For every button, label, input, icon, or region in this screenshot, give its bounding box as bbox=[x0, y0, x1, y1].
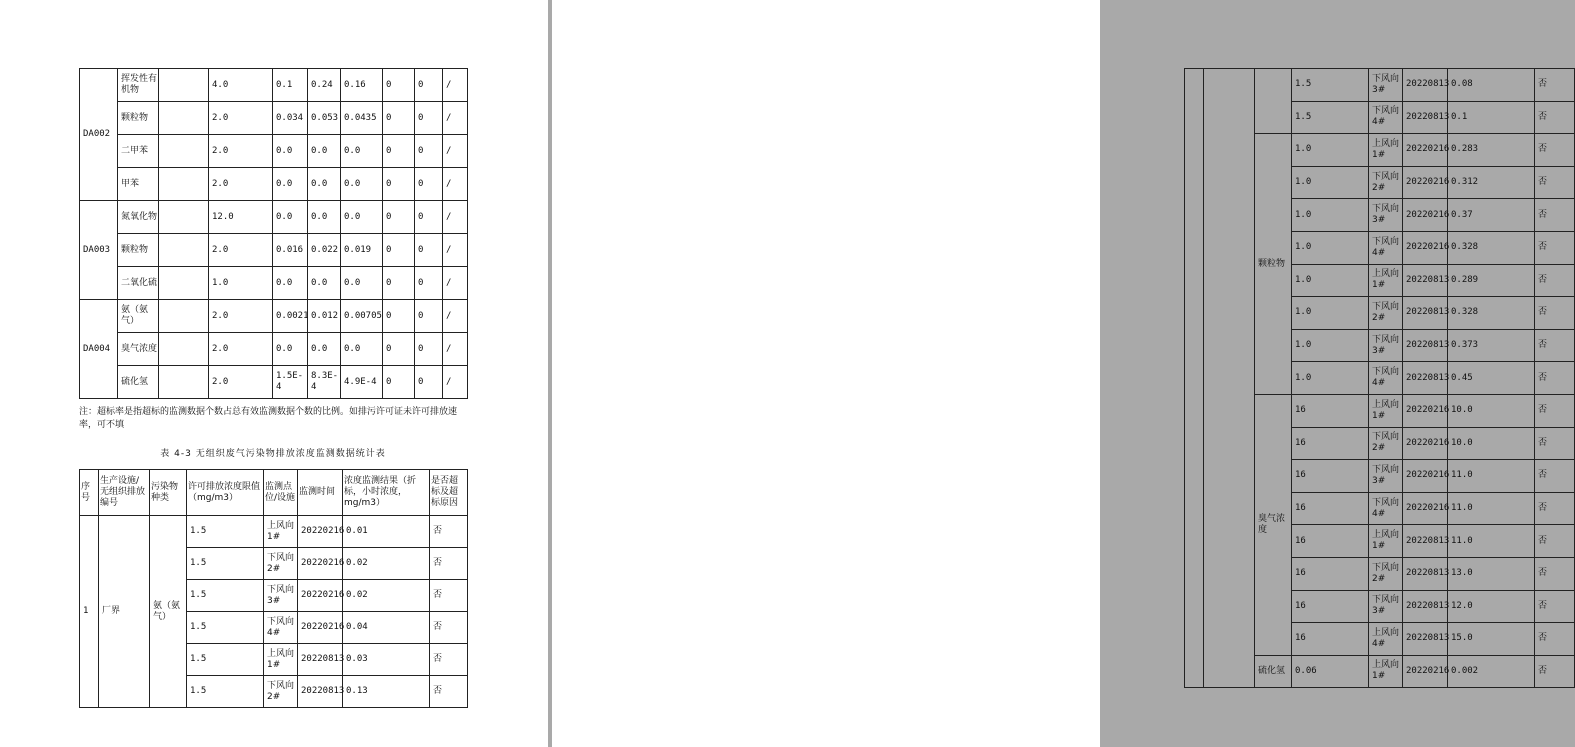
table-cell: 0.022 bbox=[308, 234, 341, 267]
table-cell: 0 bbox=[415, 168, 443, 201]
outlet-id-cell: DA002 bbox=[80, 69, 118, 201]
table-cell: 0 bbox=[415, 135, 443, 168]
organized-emissions-table bbox=[79, 68, 468, 399]
table-row bbox=[80, 234, 468, 267]
table-cell: 1.0 bbox=[1292, 329, 1369, 362]
column-header: 监测时间 bbox=[298, 470, 343, 516]
table-cell: 0 bbox=[415, 366, 443, 399]
table-cell: 1.0 bbox=[1292, 134, 1369, 167]
table-row bbox=[80, 300, 468, 333]
table-cell: 0 bbox=[415, 234, 443, 267]
table-row bbox=[1185, 69, 1575, 102]
table-cell: 0.012 bbox=[308, 300, 341, 333]
table-cell: / bbox=[443, 102, 468, 135]
outlet-id-cell: DA004 bbox=[80, 300, 118, 399]
table-cell: 0.02 bbox=[343, 580, 430, 612]
table-cell: 0.0 bbox=[341, 168, 383, 201]
table-cell: 0 bbox=[383, 333, 415, 366]
table-cell: 0.0 bbox=[273, 201, 308, 234]
table-cell: 10.0 bbox=[1448, 394, 1535, 427]
table-cell bbox=[159, 168, 209, 201]
table-row bbox=[80, 267, 468, 300]
table-cell: 0.0 bbox=[341, 267, 383, 300]
table-cell: 0.312 bbox=[1448, 166, 1535, 199]
column-header: 监测点位/设施 bbox=[264, 470, 298, 516]
table-cell: 0.0 bbox=[273, 168, 308, 201]
table-cell: 0.0 bbox=[308, 135, 341, 168]
table-cell: 0.0435 bbox=[341, 102, 383, 135]
table-cell: 下风向4# bbox=[1369, 362, 1403, 395]
table-cell: 0 bbox=[415, 201, 443, 234]
table-cell: 2.0 bbox=[209, 366, 273, 399]
table-cell: 20220813 bbox=[1403, 329, 1448, 362]
table-cell: 0 bbox=[383, 300, 415, 333]
table-row bbox=[80, 102, 468, 135]
table-cell: 下风向4# bbox=[1369, 231, 1403, 264]
table-cell: 1.5 bbox=[187, 612, 264, 644]
table-cell: 0.1 bbox=[273, 69, 308, 102]
table-cell: 20220216 bbox=[1403, 460, 1448, 493]
table-cell: 20220813 bbox=[1403, 590, 1448, 623]
table-cell: 11.0 bbox=[1448, 460, 1535, 493]
table-cell: 下风向3# bbox=[1369, 329, 1403, 362]
table-cell: 否 bbox=[1535, 427, 1575, 460]
table-cell: 0.328 bbox=[1448, 297, 1535, 330]
table-cell: 1.0 bbox=[1292, 231, 1369, 264]
table-cell: 1.0 bbox=[1292, 166, 1369, 199]
pollutant-cell: 硫化氢 bbox=[1255, 655, 1292, 688]
table-cell: 上风向1# bbox=[1369, 525, 1403, 558]
table-cell: 1.5 bbox=[1292, 101, 1369, 134]
table-cell: 0.16 bbox=[341, 69, 383, 102]
table-cell: 2.0 bbox=[209, 135, 273, 168]
table-cell: 0.0 bbox=[341, 333, 383, 366]
document-page-right bbox=[552, 0, 1548, 747]
pollutant-cell: 氨（氨气） bbox=[150, 516, 187, 708]
table-cell: 否 bbox=[1535, 460, 1575, 493]
table-cell: 1.0 bbox=[1292, 264, 1369, 297]
table-cell: 否 bbox=[1535, 525, 1575, 558]
table-row bbox=[80, 168, 468, 201]
table-cell: 20220216 bbox=[1403, 492, 1448, 525]
table-cell: 16 bbox=[1292, 427, 1369, 460]
table-cell: 15.0 bbox=[1448, 623, 1535, 656]
table-cell: 0.0 bbox=[341, 201, 383, 234]
table-cell: 1.5 bbox=[187, 548, 264, 580]
table-cell bbox=[159, 234, 209, 267]
table-cell: 4.9E-4 bbox=[341, 366, 383, 399]
table-cell: 下风向3# bbox=[264, 580, 298, 612]
table-cell: / bbox=[443, 366, 468, 399]
table-cell: 2.0 bbox=[209, 300, 273, 333]
table-cell: 1.5 bbox=[187, 516, 264, 548]
table-cell: 氮氧化物 bbox=[118, 201, 159, 234]
table-cell: 下风向3# bbox=[1369, 69, 1403, 102]
table-cell: 12.0 bbox=[1448, 590, 1535, 623]
table-cell: 否 bbox=[1535, 231, 1575, 264]
table-cell: 1.5 bbox=[1292, 69, 1369, 102]
table-cell: 下风向2# bbox=[1369, 166, 1403, 199]
table-cell: 0.0 bbox=[273, 333, 308, 366]
table-cell: 1.5 bbox=[187, 644, 264, 676]
table-cell: 否 bbox=[1535, 492, 1575, 525]
table-cell: 20220813 bbox=[1403, 557, 1448, 590]
table-cell: 20220813 bbox=[1403, 623, 1448, 656]
table-cell: 0.37 bbox=[1448, 199, 1535, 232]
table-cell: 1.5 bbox=[187, 676, 264, 708]
table-cell: / bbox=[443, 201, 468, 234]
table-cell: 0 bbox=[383, 234, 415, 267]
table-cell: 0.002 bbox=[1448, 655, 1535, 688]
sequence-cell: 1 bbox=[80, 516, 99, 708]
column-header: 许可排放浓度限值（mg/m3） bbox=[187, 470, 264, 516]
table-cell: 1.5 bbox=[187, 580, 264, 612]
table-cell: 下风向3# bbox=[1369, 590, 1403, 623]
table-cell: 0.08 bbox=[1448, 69, 1535, 102]
document-page-left bbox=[0, 0, 548, 747]
table-cell bbox=[159, 102, 209, 135]
table-cell: 16 bbox=[1292, 525, 1369, 558]
table-cell: 挥发性有机物 bbox=[118, 69, 159, 102]
table-cell: 0 bbox=[415, 267, 443, 300]
table-cell: 2.0 bbox=[209, 168, 273, 201]
table-cell: / bbox=[443, 69, 468, 102]
table-cell: 否 bbox=[1535, 297, 1575, 330]
table-cell: 否 bbox=[1535, 329, 1575, 362]
table-cell: 下风向2# bbox=[1369, 297, 1403, 330]
table-cell: 13.0 bbox=[1448, 557, 1535, 590]
column-header: 是否超标及超标原因 bbox=[430, 470, 468, 516]
table-cell: 0.0021 bbox=[273, 300, 308, 333]
table-cell: 0 bbox=[383, 267, 415, 300]
table-cell: 上风向1# bbox=[1369, 264, 1403, 297]
table-cell: 0.45 bbox=[1448, 362, 1535, 395]
table-cell: 上风向1# bbox=[1369, 394, 1403, 427]
facility-cell: 厂界 bbox=[99, 516, 150, 708]
table-cell: 0.328 bbox=[1448, 231, 1535, 264]
table-cell: 下风向2# bbox=[1369, 427, 1403, 460]
table-cell: 16 bbox=[1292, 590, 1369, 623]
table-cell: 1.0 bbox=[1292, 362, 1369, 395]
table-cell: 氨（氨气） bbox=[118, 300, 159, 333]
table-cell bbox=[159, 201, 209, 234]
table-row bbox=[80, 366, 468, 399]
table-cell: 二甲苯 bbox=[118, 135, 159, 168]
table-cell: 0 bbox=[383, 135, 415, 168]
table-cell: 否 bbox=[430, 644, 468, 676]
table-cell: 0.24 bbox=[308, 69, 341, 102]
table-cell: 1.0 bbox=[1292, 297, 1369, 330]
table-cell: 0 bbox=[415, 69, 443, 102]
pollutant-cell bbox=[1255, 69, 1292, 134]
table-cell: 8.3E-4 bbox=[308, 366, 341, 399]
table-cell: 0.01 bbox=[343, 516, 430, 548]
table-cell: / bbox=[443, 300, 468, 333]
table-cell: 下风向3# bbox=[1369, 460, 1403, 493]
table-cell bbox=[159, 135, 209, 168]
table-cell: 下风向4# bbox=[1369, 101, 1403, 134]
fugitive-emissions-table-continued bbox=[1184, 68, 1575, 688]
table-cell: 下风向4# bbox=[264, 612, 298, 644]
table-row bbox=[80, 201, 468, 234]
table-cell: 20220216 bbox=[298, 580, 343, 612]
table-cell: 16 bbox=[1292, 460, 1369, 493]
table-cell: 0.019 bbox=[341, 234, 383, 267]
table-cell: 二氧化硫 bbox=[118, 267, 159, 300]
facility-cell bbox=[1204, 69, 1255, 688]
table-cell: 否 bbox=[1535, 264, 1575, 297]
outlet-id-cell: DA003 bbox=[80, 201, 118, 300]
table-cell: 下风向2# bbox=[1369, 557, 1403, 590]
table-cell: 16 bbox=[1292, 557, 1369, 590]
table-cell: 20220813 bbox=[1403, 525, 1448, 558]
table-cell: 上风向1# bbox=[1369, 134, 1403, 167]
table-cell: 甲苯 bbox=[118, 168, 159, 201]
table-cell: 0.02 bbox=[343, 548, 430, 580]
table-cell: / bbox=[443, 234, 468, 267]
table-cell: 20220216 bbox=[1403, 231, 1448, 264]
table-cell bbox=[159, 300, 209, 333]
table-row bbox=[80, 69, 468, 102]
table-cell: 20220216 bbox=[1403, 199, 1448, 232]
table-cell: 上风向4# bbox=[1369, 623, 1403, 656]
table-cell: / bbox=[443, 333, 468, 366]
table-cell: 20220813 bbox=[1403, 362, 1448, 395]
table-cell: 10.0 bbox=[1448, 427, 1535, 460]
table-cell: 0 bbox=[383, 366, 415, 399]
table-cell: 2.0 bbox=[209, 333, 273, 366]
table-cell: 0.016 bbox=[273, 234, 308, 267]
table-cell: 4.0 bbox=[209, 69, 273, 102]
table-cell: 0 bbox=[415, 333, 443, 366]
table-cell: 16 bbox=[1292, 394, 1369, 427]
table-cell: 12.0 bbox=[209, 201, 273, 234]
table-cell: 0.03 bbox=[343, 644, 430, 676]
column-header: 序号 bbox=[80, 470, 99, 516]
table-cell: 1.0 bbox=[1292, 199, 1369, 232]
table-cell: 20220216 bbox=[1403, 655, 1448, 688]
table-cell: 0.0 bbox=[273, 267, 308, 300]
table-cell: 20220216 bbox=[298, 612, 343, 644]
table-cell: 臭气浓度 bbox=[118, 333, 159, 366]
table-cell: 20220216 bbox=[1403, 427, 1448, 460]
table-cell: 0 bbox=[383, 102, 415, 135]
column-header: 生产设施/无组织排放编号 bbox=[99, 470, 150, 516]
table-cell: 0 bbox=[383, 201, 415, 234]
table-cell: 颗粒物 bbox=[118, 102, 159, 135]
table-cell bbox=[159, 366, 209, 399]
table-cell: 下风向2# bbox=[264, 676, 298, 708]
table-cell: 20220216 bbox=[298, 516, 343, 548]
table-cell: 0.00705 bbox=[341, 300, 383, 333]
table-cell: 0.04 bbox=[343, 612, 430, 644]
column-header: 浓度监测结果（折标，小时浓度，mg/m3） bbox=[343, 470, 430, 516]
table-cell: 0.289 bbox=[1448, 264, 1535, 297]
table-cell: 否 bbox=[430, 580, 468, 612]
table-cell: 20220813 bbox=[1403, 69, 1448, 102]
table-row bbox=[80, 516, 468, 548]
table-cell: 0.0 bbox=[308, 333, 341, 366]
table-cell: 11.0 bbox=[1448, 525, 1535, 558]
table-caption: 表 4-3 无组织废气污染物排放浓度监测数据统计表 bbox=[160, 449, 386, 459]
table-cell: 11.0 bbox=[1448, 492, 1535, 525]
table-cell: 否 bbox=[1535, 623, 1575, 656]
table-cell: 否 bbox=[1535, 590, 1575, 623]
table-cell: 否 bbox=[1535, 394, 1575, 427]
table-cell: 20220813 bbox=[1403, 297, 1448, 330]
table-cell: 0.0 bbox=[308, 168, 341, 201]
table-cell: 否 bbox=[430, 676, 468, 708]
table-cell: 1.5E-4 bbox=[273, 366, 308, 399]
table-cell bbox=[159, 69, 209, 102]
table-note: 注：超标率是指超标的监测数据个数占总有效监测数据个数的比例。如排污许可证未许可排放速率，可不填 bbox=[79, 407, 458, 430]
table-cell: 0.0 bbox=[341, 135, 383, 168]
table-cell: 0.13 bbox=[343, 676, 430, 708]
table-cell: / bbox=[443, 168, 468, 201]
table-cell: 否 bbox=[1535, 362, 1575, 395]
table-cell: 2.0 bbox=[209, 234, 273, 267]
table-cell: 上风向1# bbox=[1369, 655, 1403, 688]
sequence-cell bbox=[1185, 69, 1204, 688]
table-cell: 0.053 bbox=[308, 102, 341, 135]
table-cell: 颗粒物 bbox=[118, 234, 159, 267]
table-cell: 16 bbox=[1292, 492, 1369, 525]
table-cell: 否 bbox=[1535, 101, 1575, 134]
table-cell: / bbox=[443, 267, 468, 300]
table-cell: 否 bbox=[430, 548, 468, 580]
table-row bbox=[80, 135, 468, 168]
table-row bbox=[80, 333, 468, 366]
table-cell: 2.0 bbox=[209, 102, 273, 135]
table-cell: 0.283 bbox=[1448, 134, 1535, 167]
table-cell: 16 bbox=[1292, 623, 1369, 656]
table-cell: 20220813 bbox=[1403, 264, 1448, 297]
table-cell: 否 bbox=[1535, 199, 1575, 232]
table-cell: 0.1 bbox=[1448, 101, 1535, 134]
table-cell bbox=[159, 333, 209, 366]
table-cell: 0 bbox=[383, 69, 415, 102]
table-cell: 上风向1# bbox=[264, 644, 298, 676]
table-cell: 20220216 bbox=[1403, 134, 1448, 167]
table-cell: 0.373 bbox=[1448, 329, 1535, 362]
table-cell: 下风向3# bbox=[1369, 199, 1403, 232]
table-cell: 0 bbox=[415, 300, 443, 333]
table-cell: 否 bbox=[430, 516, 468, 548]
table-cell: 否 bbox=[1535, 166, 1575, 199]
fugitive-emissions-table bbox=[79, 469, 468, 708]
table-cell: 0.0 bbox=[273, 135, 308, 168]
table-cell: 0.034 bbox=[273, 102, 308, 135]
table-cell: 1.0 bbox=[209, 267, 273, 300]
table-cell: 否 bbox=[1535, 655, 1575, 688]
table-cell bbox=[159, 267, 209, 300]
table-cell: 0.0 bbox=[308, 267, 341, 300]
table-cell: 20220813 bbox=[1403, 101, 1448, 134]
table-cell: 20220813 bbox=[298, 676, 343, 708]
column-header: 污染物种类 bbox=[150, 470, 187, 516]
table-cell: 20220216 bbox=[298, 548, 343, 580]
table-cell: 0 bbox=[415, 102, 443, 135]
table-cell: 上风向1# bbox=[264, 516, 298, 548]
table-cell: 下风向2# bbox=[264, 548, 298, 580]
table-cell: 否 bbox=[1535, 557, 1575, 590]
table-cell: 否 bbox=[1535, 69, 1575, 102]
table-cell: 0.0 bbox=[308, 201, 341, 234]
table-cell: 否 bbox=[1535, 134, 1575, 167]
table-cell: 否 bbox=[430, 612, 468, 644]
pollutant-cell: 颗粒物 bbox=[1255, 134, 1292, 395]
table-cell: 20220813 bbox=[298, 644, 343, 676]
table-cell: 0 bbox=[383, 168, 415, 201]
table-cell: 下风向4# bbox=[1369, 492, 1403, 525]
table-cell: 0.06 bbox=[1292, 655, 1369, 688]
table-cell: 硫化氢 bbox=[118, 366, 159, 399]
pollutant-cell: 臭气浓度 bbox=[1255, 394, 1292, 655]
table-cell: 20220216 bbox=[1403, 394, 1448, 427]
table-cell: / bbox=[443, 135, 468, 168]
table-cell: 20220216 bbox=[1403, 166, 1448, 199]
